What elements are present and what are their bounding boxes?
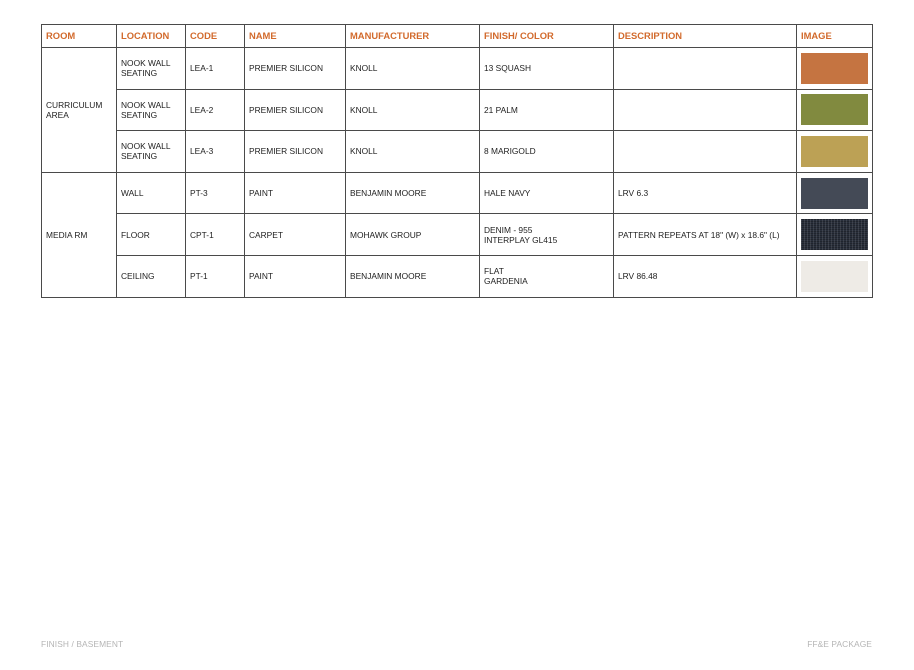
cell-code: LEA-3 [186, 131, 245, 173]
room-media-rm: MEDIA RM [42, 172, 117, 297]
table-row [42, 89, 873, 131]
room-curriculum-area: CURRICULUM AREA [42, 48, 117, 173]
cell-manufacturer: MOHAWK GROUP [346, 214, 480, 256]
cell-description: LRV 6.3 [614, 172, 797, 214]
table-row [42, 131, 873, 173]
footer-section-title: FINISH / BASEMENT [41, 639, 124, 649]
cell-location: NOOK WALL SEATING [117, 89, 186, 131]
finish-swatch-image [801, 178, 868, 209]
header-image: IMAGE [797, 25, 873, 48]
finish-text: 13 SQUASH [484, 63, 532, 74]
cell-finish [480, 214, 614, 256]
finish-swatch-image [801, 136, 868, 167]
finish-schedule-table [41, 24, 873, 298]
cell-finish [480, 172, 614, 214]
cell-name: PREMIER SILICON [245, 89, 346, 131]
finish-text-line2: INTERPLAY GL415 [484, 234, 558, 245]
cell-code: PT-1 [186, 255, 245, 297]
cell-code: CPT-1 [186, 214, 245, 256]
header-manufacturer: MANUFACTURER [346, 25, 480, 48]
cell-description [614, 131, 797, 173]
header-room: ROOM [42, 25, 117, 48]
finish-text: DENIM - 955 [484, 224, 533, 235]
finish-swatch-image [801, 53, 868, 84]
header-finish: FINISH/ COLOR [480, 25, 614, 48]
header-code: CODE [186, 25, 245, 48]
cell-finish [480, 48, 614, 90]
cell-manufacturer: BENJAMIN MOORE [346, 255, 480, 297]
table-row [42, 255, 873, 297]
cell-name: PAINT [245, 172, 346, 214]
finish-text: HALE NAVY [484, 188, 531, 199]
cell-location: WALL [117, 172, 186, 214]
table-row [42, 172, 873, 214]
cell-location: FLOOR [117, 214, 186, 256]
cell-description: PATTERN REPEATS AT 18" (W) x 18.6" (L) [614, 214, 797, 256]
cell-location: NOOK WALL SEATING [117, 131, 186, 173]
cell-name: PREMIER SILICON [245, 48, 346, 90]
header-name: NAME [245, 25, 346, 48]
cell-manufacturer: BENJAMIN MOORE [346, 172, 480, 214]
finish-swatch-image [801, 261, 868, 292]
finish-text-line2: GARDENIA [484, 276, 528, 287]
cell-location: CEILING [117, 255, 186, 297]
cell-name: PAINT [245, 255, 346, 297]
cell-image [797, 131, 873, 173]
header-location: LOCATION [117, 25, 186, 48]
carpet-swatch-image [801, 219, 868, 250]
header-description: DESCRIPTION [614, 25, 797, 48]
cell-code: LEA-2 [186, 89, 245, 131]
finish-text: 8 MARIGOLD [484, 146, 536, 157]
footer-package-title: FF&E PACKAGE [807, 639, 872, 649]
header-row [42, 25, 873, 48]
finish-text: FLAT [484, 266, 504, 277]
cell-image [797, 172, 873, 214]
cell-finish [480, 255, 614, 297]
cell-finish [480, 89, 614, 131]
cell-code: PT-3 [186, 172, 245, 214]
cell-code: LEA-1 [186, 48, 245, 90]
cell-name: PREMIER SILICON [245, 131, 346, 173]
cell-location: NOOK WALL SEATING [117, 48, 186, 90]
cell-image [797, 89, 873, 131]
cell-image [797, 48, 873, 90]
cell-image [797, 255, 873, 297]
cell-description [614, 89, 797, 131]
finish-swatch-image [801, 94, 868, 125]
cell-manufacturer: KNOLL [346, 89, 480, 131]
cell-manufacturer: KNOLL [346, 131, 480, 173]
cell-description [614, 48, 797, 90]
table-row [42, 214, 873, 256]
cell-description: LRV 86.48 [614, 255, 797, 297]
cell-finish [480, 131, 614, 173]
table-row [42, 48, 873, 90]
cell-manufacturer: KNOLL [346, 48, 480, 90]
cell-name: CARPET [245, 214, 346, 256]
finish-text: 21 PALM [484, 104, 518, 115]
cell-image [797, 214, 873, 256]
